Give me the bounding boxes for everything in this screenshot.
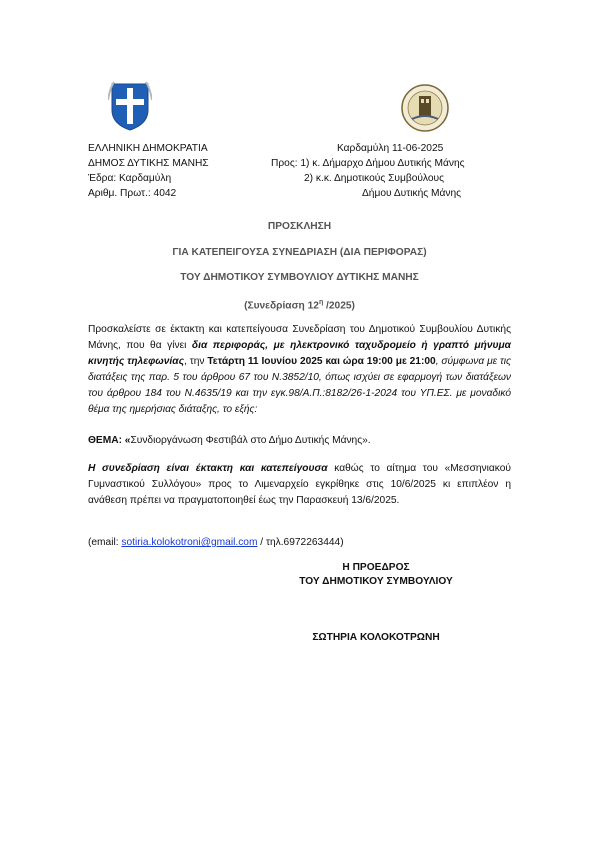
recipient-line: Προς: 1) κ. Δήμαρχο Δήμου Δυτικής Μάνης xyxy=(271,158,465,169)
document-date: Καρδαμύλη 11-06-2025 xyxy=(337,143,444,154)
session-number xyxy=(88,295,511,313)
session-superscript: η xyxy=(318,299,324,306)
paragraph-text: Προσκαλείστε σε έκτακτη και κατεπείγουσα Συνεδρίαση του Δημοτικού Συμβουλίου Δυτικής Μάνης, που θα γίνει xyxy=(88,324,511,351)
meeting-datetime: Τετάρτη 11 Ιουνίου 2025 και ώρα 19:00 με 21:00 xyxy=(207,356,436,367)
urgency-paragraph xyxy=(88,461,511,509)
urgency-emphasis: Η συνεδρίαση είναι έκτακτη και κατεπείγουσα xyxy=(88,463,328,474)
signature-subtitle: ΤΟΥ ΔΗΜΟΤΙΚΟΥ ΣΥΜΒΟΥΛΙΟΥ xyxy=(299,576,453,587)
paragraph-text: , σύμφωνα με τις διατάξεις της παρ. 5 του άρθρου 67 του Ν.3852/10, όπως ισχύει σε εφαρμογή των διατάξεων του άρθρου 184 του Ν.4635/19 και την εγκ.98/Α.Π.:8182/26-1-2024 του ΥΠ.ΕΣ. με μοναδικό θέμα της ημερήσιας διάταξης, το εξής: xyxy=(88,356,512,415)
signature-name: ΣΩΤΗΡΙΑ ΚΟΛΟΚΟΤΡΩΝΗ xyxy=(312,632,440,643)
subject-text: Συνδιοργάνωση Φεστιβάλ στο Δήμο Δυτικής Μάνης». xyxy=(130,435,371,446)
session-prefix: (Συνεδρίαση 12 xyxy=(244,300,319,312)
recipient-line: Δήμου Δυτικής Μάνης xyxy=(362,188,462,199)
paragraph-text: , την xyxy=(184,356,208,367)
subject-label: ΘΕΜΑ: « xyxy=(88,435,131,446)
signature-title: Η ΠΡΟΕΔΡΟΣ xyxy=(342,562,410,573)
issuer-line: Αριθμ. Πρωτ.: 4042 xyxy=(88,188,177,199)
contact-line xyxy=(88,535,344,550)
session-suffix: /2025) xyxy=(323,300,355,312)
municipality-seal-logo xyxy=(400,83,450,133)
invitation-title: ΠΡΟΣΚΛΗΣΗ xyxy=(267,221,332,232)
phone-text: / τηλ.6972263444) xyxy=(257,537,344,548)
paragraph-emphasis: δια περιφοράς, με ηλεκτρονικό ταχυδρομείο ή γραπτό μήνυμα κινητής τηλεφωνίας xyxy=(88,340,511,367)
issuer-block xyxy=(88,141,209,201)
meeting-type-title: ΓΙΑ ΚΑΤΕΠΕΙΓΟΥΣΑ ΣΥΝΕΔΡΙΑΣΗ (ΔΙΑ ΠΕΡΙΦΟΡΑΣ) xyxy=(172,247,427,258)
subject-line xyxy=(88,433,511,449)
email-prefix: (email: xyxy=(88,537,122,548)
issuer-line: ΔΗΜΟΣ ΔΥΤΙΚΗΣ ΜΑΝΗΣ xyxy=(88,158,209,169)
coat-of-arms-logo xyxy=(108,80,152,132)
invitation-paragraph xyxy=(88,322,511,418)
paragraph-text: καθώς το αίτημα του «Μεσσηνιακού Γυμναστικού Συλλόγου» προς το Λιμεναρχείο εγκρίθηκε στις 10/6/2025 κι επιπλέον η ανάθεση πρέπει να πραγματοποιηθεί έως την Παρασκευή 13/6/2025. xyxy=(88,463,511,506)
council-title: ΤΟΥ ΔΗΜΟΤΙΚΟΥ ΣΥΜΒΟΥΛΙΟΥ ΔΥΤΙΚΗΣ ΜΑΝΗΣ xyxy=(180,272,419,283)
recipient-line: 2) κ.κ. Δημοτικούς Συμβούλους xyxy=(304,173,445,184)
issuer-line: ΕΛΛΗΝΙΚΗ ΔΗΜΟΚΡΑΤΙΑ xyxy=(88,143,208,154)
issuer-line: Έδρα: Καρδαμύλη xyxy=(88,173,172,184)
email-link[interactable]: sotiria.kolokotroni@gmail.com xyxy=(121,537,258,548)
